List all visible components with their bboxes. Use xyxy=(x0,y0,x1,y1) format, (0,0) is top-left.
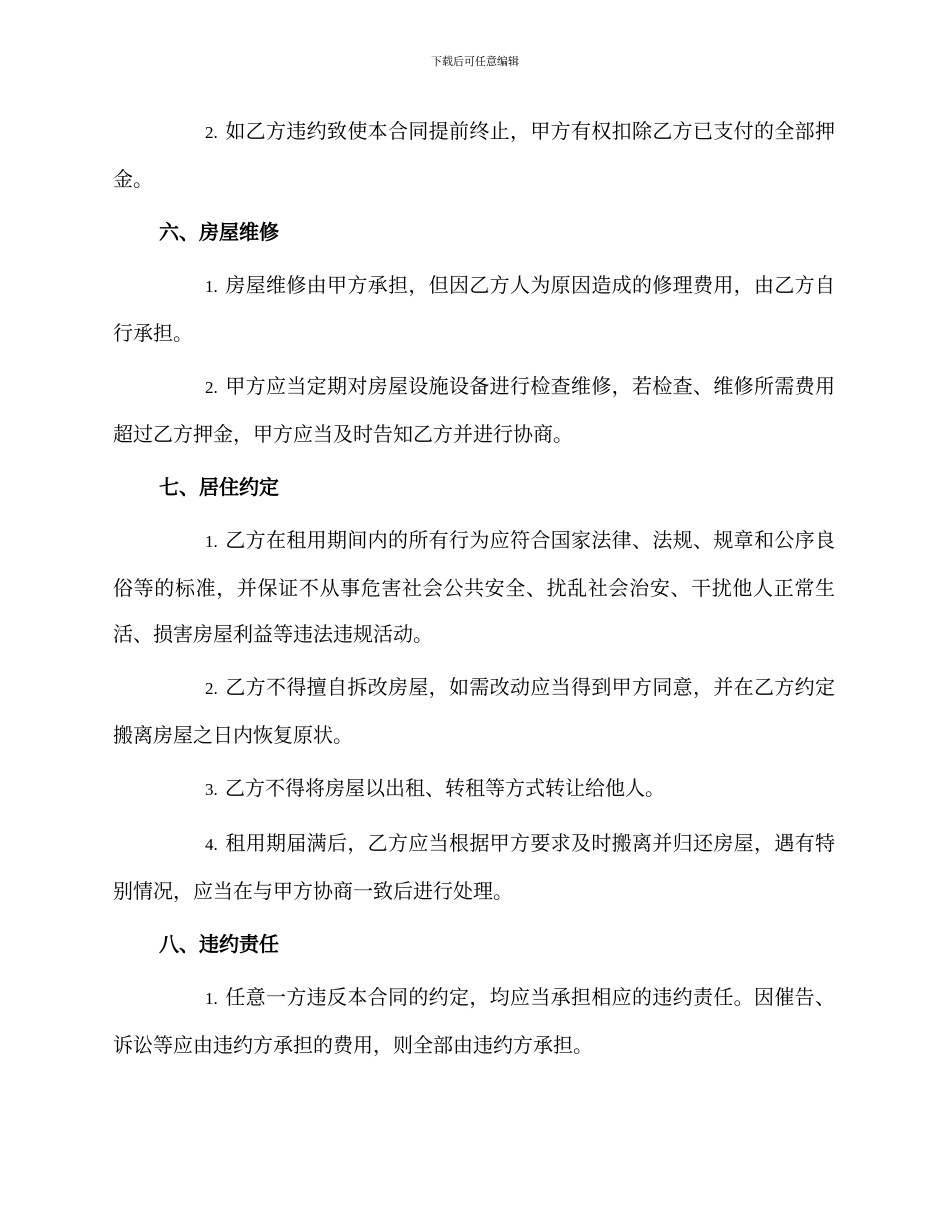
clause-number: 1. xyxy=(205,989,218,1008)
clause-6-1 xyxy=(113,262,835,356)
clause-number: 2. xyxy=(205,679,218,698)
clause-number: 1. xyxy=(205,532,218,551)
section-heading-6: 六、房屋维修 xyxy=(159,220,279,244)
clause-text: 乙方不得擅自拆改房屋，如需改动应当得到甲方同意，并在乙方约定搬离房屋之日内恢复原状。 xyxy=(113,675,835,747)
page-header: 下载后可任意编辑 xyxy=(431,55,519,68)
clause-text: 乙方在租用期间内的所有行为应符合国家法律、法规、规章和公序良俗等的标准，并保证不从事危害社会公共安全、扰乱社会治安、干扰他人正常生活、损害房屋利益等违法违规活动。 xyxy=(113,528,835,646)
section-heading-8: 八、违约责任 xyxy=(159,932,279,956)
clause-8-1 xyxy=(113,974,835,1068)
clause-7-3 xyxy=(113,765,835,813)
clause-7-4 xyxy=(113,820,835,914)
clause-6-2 xyxy=(113,363,835,457)
clause-text: 甲方应当定期对房屋设施设备进行检查维修，若检查、维修所需费用超过乙方押金，甲方应当及时告知乙方并进行协商。 xyxy=(113,374,835,446)
clause-text: 房屋维修由甲方承担，但因乙方人为原因造成的修理费用，由乙方自行承担。 xyxy=(113,273,835,345)
clause-number: 4. xyxy=(205,835,218,854)
clause-text: 如乙方违约致使本合同提前终止，甲方有权扣除乙方已支付的全部押金。 xyxy=(113,119,835,191)
clause-number: 2. xyxy=(205,123,218,142)
clause-7-1 xyxy=(113,517,835,657)
clause-7-2 xyxy=(113,664,835,758)
clause-number: 3. xyxy=(205,780,218,799)
clause-text: 任意一方违反本合同的约定，均应当承担相应的违约责任。因催告、诉讼等应由违约方承担的费用，则全部由违约方承担。 xyxy=(113,985,835,1057)
clause-5-2 xyxy=(113,108,835,202)
section-heading-7: 七、居住约定 xyxy=(159,475,279,499)
clause-number: 1. xyxy=(205,277,218,296)
document-body xyxy=(113,108,835,1075)
clause-text: 租用期届满后，乙方应当根据甲方要求及时搬离并归还房屋，遇有特别情况，应当在与甲方协商一致后进行处理。 xyxy=(113,831,835,903)
clause-text: 乙方不得将房屋以出租、转租等方式转让给他人。 xyxy=(225,776,665,800)
clause-number: 2. xyxy=(205,378,218,397)
